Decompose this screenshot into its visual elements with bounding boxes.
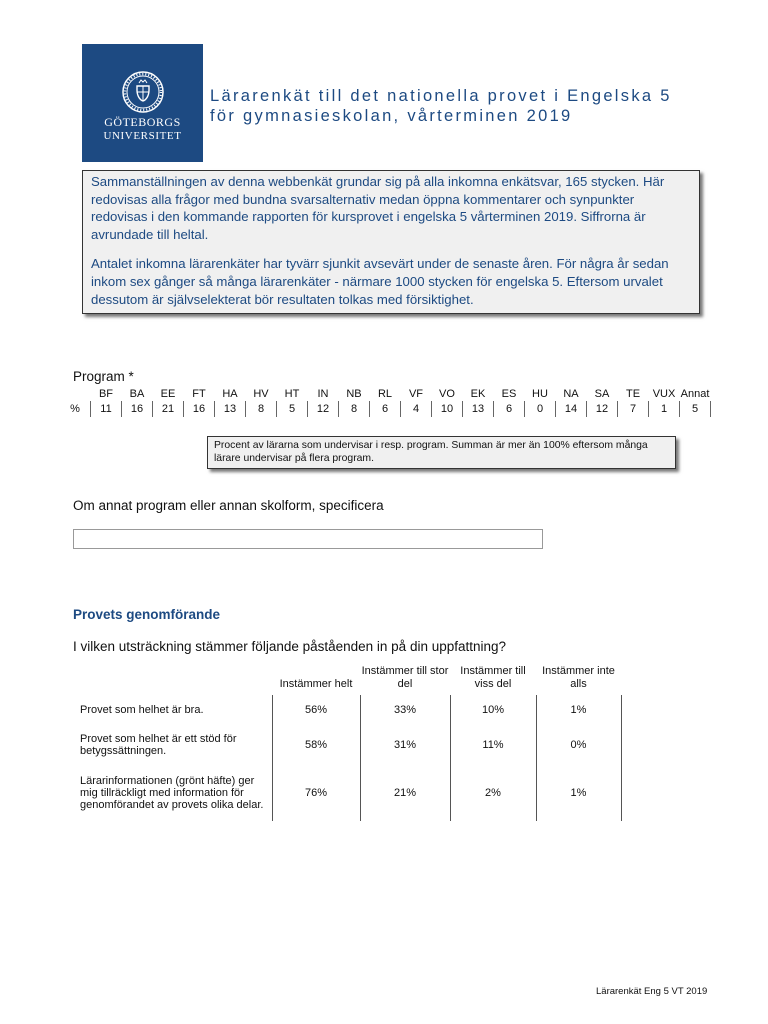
page-footer: Lärarenkät Eng 5 VT 2019	[596, 986, 708, 997]
statement-cell: Lärarinformationen (grönt häfte) ger mig tillräckligt med information för genomförandet av provets olika delar.	[80, 775, 264, 811]
program-code: TE	[625, 387, 641, 400]
program-percent: 8	[246, 401, 277, 417]
statement-header	[73, 665, 272, 695]
logo-text-line1: GÖTEBORGS	[104, 115, 181, 129]
program-percent: 5	[277, 401, 308, 417]
column-header: Instämmer helt	[279, 678, 353, 690]
program-table	[60, 386, 711, 417]
value-cell: 10%	[450, 695, 536, 725]
statement-cell: Provet som helhet är ett stöd för betygssättningen.	[80, 733, 237, 757]
value-cell: 56%	[272, 695, 360, 725]
program-code: NA	[563, 387, 579, 400]
value-cell: 33%	[360, 695, 450, 725]
table-row	[73, 765, 621, 821]
program-percent: 13	[463, 401, 494, 417]
title-line2: för gymnasieskolan, vårterminen 2019	[210, 107, 573, 125]
value-cell: 58%	[272, 725, 360, 765]
program-code: HV	[253, 387, 269, 400]
program-code: VF	[408, 387, 424, 400]
university-logo	[82, 44, 203, 162]
program-code: SA	[594, 387, 610, 400]
program-row-label: %	[70, 403, 80, 415]
program-percent: 0	[525, 401, 556, 417]
response-table	[73, 665, 622, 821]
program-code: BF	[98, 387, 114, 400]
program-percent: 1	[649, 401, 680, 417]
value-cell: 2%	[450, 765, 536, 821]
program-code: RL	[377, 387, 393, 400]
table-row	[73, 695, 621, 725]
program-percent: 11	[91, 401, 122, 417]
program-percent: 13	[215, 401, 246, 417]
program-code: HU	[532, 387, 548, 400]
program-percent: 8	[339, 401, 370, 417]
intro-paragraph-1: Sammanställningen av denna webbenkät grundar sig på alla inkomna enkätsvar, 165 stycken. Här redovisas alla frågor med bundna svarsalternativ medan öppna kommentarer och synpunkter redovisas i den kommande rapporten för kursprovet i engelska 5 vårterminen 2019. Siffrorna är avrundade till heltal.	[91, 174, 665, 242]
program-percent: 6	[494, 401, 525, 417]
value-cell: 21%	[360, 765, 450, 821]
value-cell: 1%	[536, 695, 621, 725]
program-code: Annat	[680, 387, 710, 400]
question-text: I vilken utsträckning stämmer följande påståenden in på din uppfattning?	[73, 639, 507, 654]
program-code: HA	[222, 387, 238, 400]
program-code: FT	[192, 387, 206, 400]
program-code: ES	[501, 387, 517, 400]
program-percent: 7	[618, 401, 649, 417]
program-code: EE	[160, 387, 176, 400]
program-code: BA	[129, 387, 145, 400]
program-percent: 21	[153, 401, 184, 417]
table-row	[73, 725, 621, 765]
program-percent: 6	[370, 401, 401, 417]
value-cell: 11%	[450, 725, 536, 765]
other-program-field[interactable]	[73, 529, 543, 549]
value-cell: 31%	[360, 725, 450, 765]
program-percent: 10	[432, 401, 463, 417]
logo-text-line2: UNIVERSITET	[103, 130, 182, 142]
program-code: VO	[439, 387, 455, 400]
section-title: Provets genomförande	[73, 607, 221, 622]
intro-paragraph-2: Antalet inkomna lärarenkäter har tyvärr sjunkit avsevärt under de senaste åren. För några år sedan inkom sex gånger så många lärarenkäter - närmare 1000 stycken för engelska 5. Eftersom urvalet dessutom är självselekterat bör resultaten tolkas med försiktighet.	[91, 256, 669, 307]
program-label: Program *	[73, 369, 134, 384]
statement-cell: Provet som helhet är bra.	[80, 704, 204, 716]
program-percent: 14	[556, 401, 587, 417]
program-percent: 16	[184, 401, 215, 417]
value-cell: 1%	[536, 765, 621, 821]
title-line1: Lärarenkät till det nationella provet i Engelska 5	[210, 87, 672, 105]
column-header: Instämmer till stor del	[361, 665, 449, 690]
program-percent: 4	[401, 401, 432, 417]
program-note: Procent av lärarna som undervisar i resp. program. Summan är mer än 100% eftersom många lärare undervisar på flera program.	[207, 436, 676, 469]
program-code: VUX	[652, 387, 676, 400]
column-header: Instämmer inte alls	[542, 665, 615, 690]
program-percent: 16	[122, 401, 153, 417]
program-code: EK	[470, 387, 486, 400]
program-percent: 12	[308, 401, 339, 417]
value-cell: 0%	[536, 725, 621, 765]
column-header: Instämmer till viss del	[460, 665, 526, 690]
university-seal-icon	[120, 70, 166, 114]
program-table-corner	[60, 386, 91, 401]
other-program-label: Om annat program eller annan skolform, specificera	[73, 498, 384, 513]
program-code: NB	[346, 387, 362, 400]
program-code: HT	[284, 387, 300, 400]
program-percent: 12	[587, 401, 618, 417]
program-percent: 5	[680, 401, 711, 417]
document-title	[210, 86, 750, 126]
value-cell: 76%	[272, 765, 360, 821]
program-code: IN	[317, 387, 329, 400]
intro-box	[82, 170, 700, 314]
